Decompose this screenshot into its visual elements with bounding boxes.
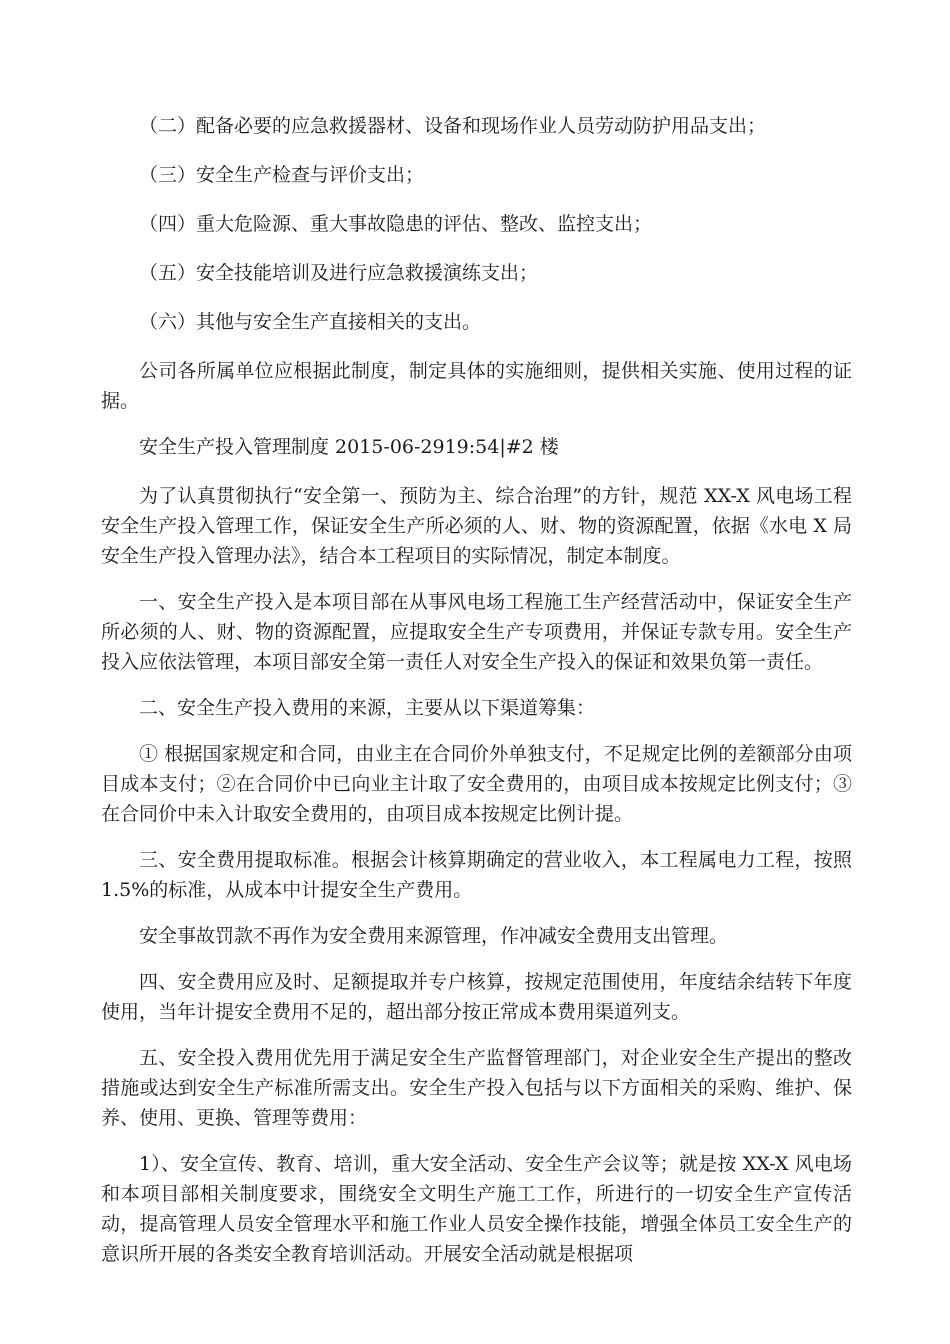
paragraph-intro: 为了认真贯彻执行“安全第一、预防为主、综合治理”的方针，规范 XX-X 风电场工程安全生产投入管理工作，保证安全生产所必须的人、财、物的资源配置，依据《水电 X 局安全生产投入管理办法》，结合本工程项目的实际情况，制定本制度。 <box>101 485 852 567</box>
paragraph-item-4: （四）重大危险源、重大事故隐患的评估、整改、监控支出； <box>139 213 653 235</box>
section-heading-line: 安全生产投入管理制度 2015-06-2919:54|#2 楼 <box>139 436 559 458</box>
paragraph-item-1-training: 1）、安全宣传、教育、培训，重大安全活动、安全生产会议等；就是按 XX-X 风电场和本项目部相关制度要求，围绕安全文明生产施工工作，所进行的一切安全生产宣传活动，提高管理人员安全管理水平和施工作业人员安全操作技能，增强全体员工安全生产的意识所开展的各类安全教育培训活动。开展安全活动就是根据项 <box>101 1153 852 1265</box>
paragraph-funding-sources: ① 根据国家规定和合同，由业主在合同价外单独支付，不足规定比例的差额部分由项目成本支付；②在合同价中已向业主计取了安全费用的，由项目成本按规定比例支付；③在合同价中未入计取安全费用的，由项目成本按规定比例计提。 <box>101 743 852 825</box>
paragraph-fines-note: 安全事故罚款不再作为安全费用来源管理，作冲减安全费用支出管理。 <box>139 925 729 947</box>
paragraph-clause-5: 五、安全投入费用优先用于满足安全生产监督管理部门，对企业安全生产提出的整改措施或达到安全生产标准所需支出。安全生产投入包括与以下方面相关的采购、维护、保养、使用、更换、管理等费用： <box>101 1047 852 1129</box>
paragraph-clause-1: 一、安全生产投入是本项目部在从事风电场工程施工生产经营活动中，保证安全生产所必须的人、财、物的资源配置，应提取安全生产专项费用，并保证专款专用。安全生产投入应依法管理，本项目部安全第一责任人对安全生产投入的保证和效果负第一责任。 <box>101 591 852 673</box>
paragraph-clause-4: 四、安全费用应及时、足额提取并专户核算，按规定范围使用，年度结余结转下年度使用，当年计提安全费用不足的，超出部分按正常成本费用渠道列支。 <box>101 971 852 1023</box>
paragraph-clause-3: 三、安全费用提取标准。根据会计核算期确定的营业收入，本工程属电力工程，按照 1.5%的标准，从成本中计提安全生产费用。 <box>101 849 852 901</box>
paragraph-implementation-note: 公司各所属单位应根据此制度，制定具体的实施细则，提供相关实施、使用过程的证据。 <box>101 360 852 412</box>
document-body <box>101 111 852 1285</box>
paragraph-clause-2: 二、安全生产投入费用的来源，主要从以下渠道筹集： <box>139 697 596 719</box>
paragraph-item-5: （五）安全技能培训及进行应急救援演练支出； <box>139 262 539 284</box>
paragraph-item-6: （六）其他与安全生产直接相关的支出。 <box>139 311 482 333</box>
paragraph-item-3: （三）安全生产检查与评价支出； <box>139 164 425 186</box>
paragraph-item-2: （二）配备必要的应急救援器材、设备和现场作业人员劳动防护用品支出； <box>139 115 767 137</box>
